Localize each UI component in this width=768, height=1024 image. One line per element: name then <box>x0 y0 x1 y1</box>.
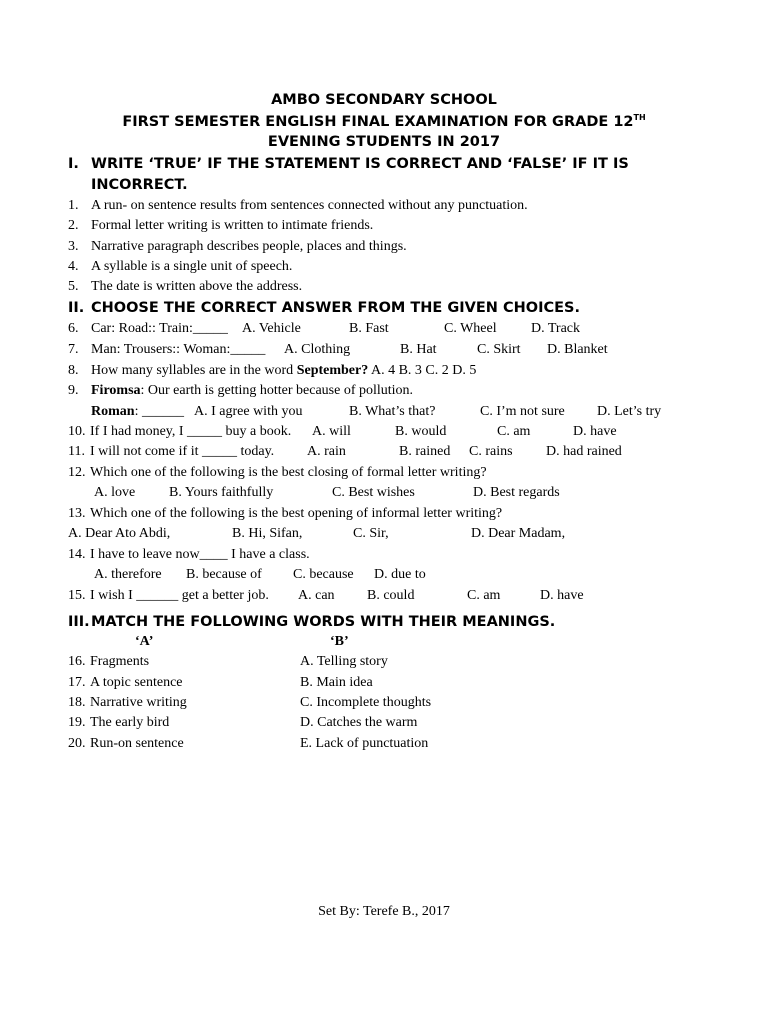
question-text: The date is written above the address. <box>91 279 303 294</box>
exam-subtitle: EVENING STUDENTS IN 2017 <box>267 134 501 150</box>
match-number: 20. <box>68 736 86 751</box>
option-d: D. have <box>573 424 617 439</box>
option-b: B. rained <box>399 444 451 459</box>
question-text: Narrative paragraph describes people, places and things. <box>91 239 407 254</box>
part2-instruction: CHOOSE THE CORRECT ANSWER FROM THE GIVEN CHOICES. <box>91 300 580 316</box>
option-a: A. Dear Ato Abdi, <box>68 526 171 541</box>
option-c: C. because <box>293 567 354 582</box>
option-a: A. will <box>312 424 351 439</box>
match-term: Run-on sentence <box>90 736 184 751</box>
question-stem: How many syllables are in the word September? A. 4 B. 3 C. 2 D. 5 <box>91 363 477 378</box>
question-number: 11. <box>68 444 85 459</box>
question-number: 8. <box>68 363 79 378</box>
option-d: D. Blanket <box>547 342 608 357</box>
option-c: C. I’m not sure <box>480 404 565 419</box>
option-c: C. am <box>497 424 531 439</box>
option-d: D. Best regards <box>473 485 560 500</box>
question-stem: I wish I ______ get a better job. <box>90 588 269 603</box>
match-number: 16. <box>68 654 86 669</box>
option-b: B. because of <box>186 567 262 582</box>
match-number: 17. <box>68 675 86 690</box>
question-stem: Which one of the following is the best closing of formal letter writing? <box>90 465 487 480</box>
option-b: B. Yours faithfully <box>169 485 274 500</box>
option-b: B. Hi, Sifan, <box>232 526 303 541</box>
option-a: A. can <box>298 588 335 603</box>
option-c: C. Sir, <box>353 526 389 541</box>
option-d: D. Track <box>531 321 581 336</box>
option-c: C. Wheel <box>444 321 497 336</box>
option-d: D. have <box>540 588 584 603</box>
question-text: Formal letter writing is written to intimate friends. <box>91 218 374 233</box>
question-number: 1. <box>68 198 79 213</box>
column-a-heading: ‘A’ <box>135 634 154 649</box>
match-meaning: D. Catches the warm <box>300 715 418 730</box>
option-d: D. Dear Madam, <box>471 526 566 541</box>
match-term: Narrative writing <box>90 695 187 710</box>
option-b: B. would <box>395 424 447 439</box>
match-term: A topic sentence <box>90 675 183 690</box>
question-number: 9. <box>68 383 79 398</box>
option-a: A. love <box>94 485 136 500</box>
option-c: C. Best wishes <box>332 485 415 500</box>
speaker-name: Firomsa <box>91 383 141 398</box>
match-term: Fragments <box>90 654 150 669</box>
match-meaning: A. Telling story <box>300 654 388 669</box>
dialogue-line-2: Roman: ______ <box>91 404 184 419</box>
highlighted-word: September? <box>296 363 369 378</box>
match-number: 19. <box>68 715 86 730</box>
set-by-footer: Set By: Terefe B., 2017 <box>318 904 450 919</box>
question-stem: I will not come if it _____ today. <box>90 444 275 459</box>
speaker-name: Roman <box>91 404 135 419</box>
match-meaning: C. Incomplete thoughts <box>300 695 432 710</box>
question-text: A syllable is a single unit of speech. <box>91 259 293 274</box>
match-meaning: E. Lack of punctuation <box>300 736 429 751</box>
part3-numeral: III. <box>68 614 90 630</box>
question-number: 14. <box>68 547 86 562</box>
question-number: 12. <box>68 465 86 480</box>
question-stem: Man: Trousers:: Woman:_____ <box>91 342 266 357</box>
question-number: 10. <box>68 424 86 439</box>
part2-numeral: II. <box>68 300 85 316</box>
part1-instruction-line1: WRITE ‘TRUE’ IF THE STATEMENT IS CORRECT AND ‘FALSE’ IF IT IS <box>91 156 629 172</box>
option-d: D. had rained <box>546 444 622 459</box>
match-term: The early bird <box>90 715 170 730</box>
option-a: A. I agree with you <box>194 404 303 419</box>
question-stem: Car: Road:: Train:_____ <box>91 321 228 336</box>
match-number: 18. <box>68 695 86 710</box>
grade-superscript: TH <box>633 113 646 122</box>
part1-instruction-line2: INCORRECT. <box>91 177 188 193</box>
question-number: 6. <box>68 321 79 336</box>
question-stem: I have to leave now____ I have a class. <box>90 547 310 562</box>
question-stem: If I had money, I _____ buy a book. <box>90 424 292 439</box>
column-b-heading: ‘B’ <box>330 634 349 649</box>
question-stem: Which one of the following is the best opening of informal letter writing? <box>90 506 503 521</box>
question-number: 5. <box>68 279 79 294</box>
option-a: A. rain <box>307 444 346 459</box>
match-meaning: B. Main idea <box>300 675 373 690</box>
school-name: AMBO SECONDARY SCHOOL <box>271 92 497 108</box>
question-number: 4. <box>68 259 79 274</box>
option-c: C. rains <box>469 444 513 459</box>
part1-numeral: I. <box>68 156 79 172</box>
option-b: B. Hat <box>400 342 437 357</box>
question-number: 3. <box>68 239 79 254</box>
option-c: C. Skirt <box>477 342 521 357</box>
question-number: 13. <box>68 506 86 521</box>
question-number: 15. <box>68 588 86 603</box>
option-b: B. What’s that? <box>349 404 436 419</box>
question-text: A run- on sentence results from sentences connected without any punctuation. <box>91 198 528 213</box>
option-a: A. therefore <box>94 567 162 582</box>
option-c: C. am <box>467 588 501 603</box>
option-d: D. Let’s try <box>597 404 662 419</box>
dialogue-line-1: Firomsa: Our earth is getting hotter because of pollution. <box>91 383 414 398</box>
part3-instruction: MATCH THE FOLLOWING WORDS WITH THEIR MEANINGS. <box>91 614 556 630</box>
option-b: B. Fast <box>349 321 389 336</box>
option-a: A. Vehicle <box>242 321 301 336</box>
question-number: 2. <box>68 218 79 233</box>
option-d: D. due to <box>374 567 426 582</box>
question-number: 7. <box>68 342 79 357</box>
option-a: A. Clothing <box>284 342 351 357</box>
option-b: B. could <box>367 588 415 603</box>
exam-title: FIRST SEMESTER ENGLISH FINAL EXAMINATION FOR GRADE 12TH <box>122 113 646 130</box>
